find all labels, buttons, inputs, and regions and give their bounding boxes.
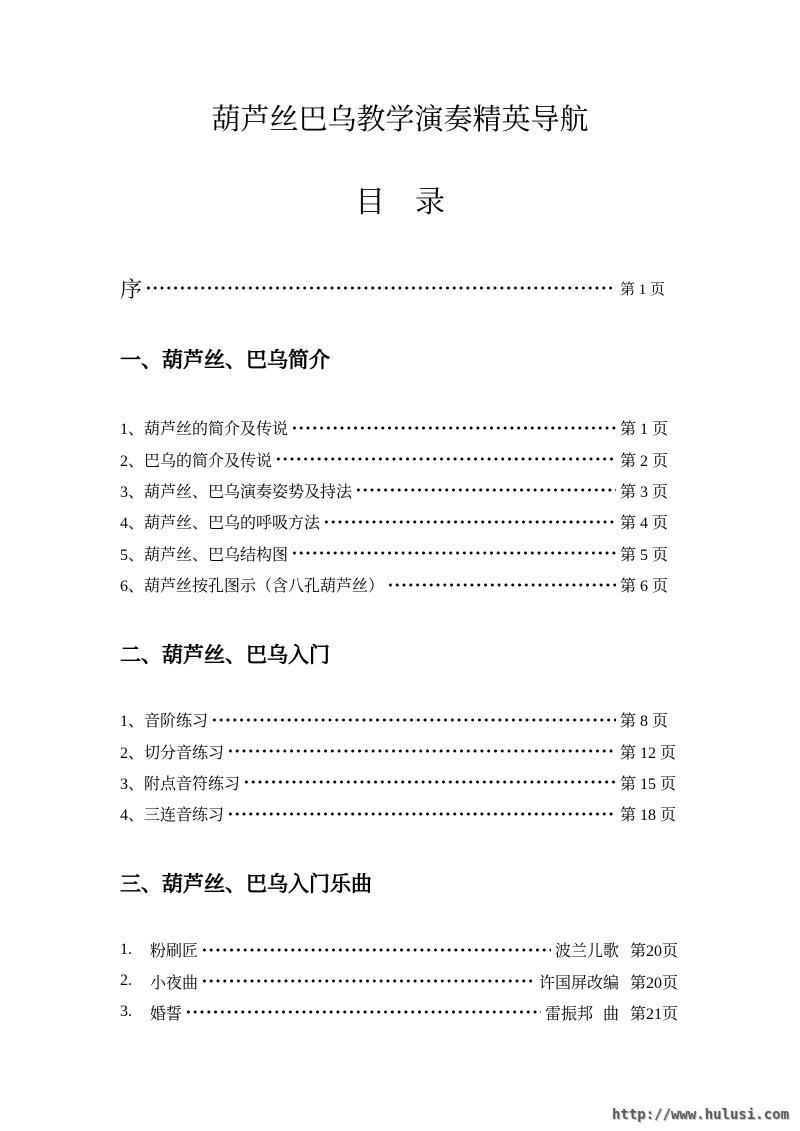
dot-leader — [387, 581, 616, 589]
dot-leader — [291, 549, 616, 557]
dot-leader — [291, 424, 616, 432]
toc-entry — [120, 443, 678, 474]
entry-credit: 许国屏改编 — [538, 974, 619, 992]
entry-label: 4、三连音练习 — [120, 807, 225, 825]
toc-entry — [120, 767, 678, 798]
entry-page: 第 15 页 — [620, 775, 677, 793]
document-title: 葫芦丝巴乌教学演奏精英导航 — [211, 104, 589, 136]
entry-page: 第 5 页 — [620, 546, 669, 564]
entry-label: 婚誓 — [150, 1005, 183, 1023]
entry-label: 3、葫芦丝、巴乌演奏姿势及持法 — [120, 483, 353, 501]
dot-leader — [275, 455, 616, 463]
dot-leader — [201, 946, 551, 954]
toc-entry — [120, 798, 678, 829]
entry-credit: 波兰儿歌 — [554, 943, 619, 961]
entry-label: 粉刷匠 — [150, 943, 199, 961]
toc-entry-preface — [120, 272, 678, 304]
section-heading-3: 三、葫芦丝、巴乌入门乐曲 — [120, 872, 372, 896]
toc-entry — [120, 569, 678, 600]
toc-entry — [120, 735, 678, 766]
entry-page: 第 18 页 — [620, 807, 677, 825]
entry-page: 第 12 页 — [620, 744, 677, 762]
dot-leader — [227, 810, 616, 818]
entry-page: 第20页 — [629, 974, 678, 992]
entry-page: 第 8 页 — [620, 713, 669, 731]
section-list-3 — [120, 934, 678, 1028]
toc-heading: 目 录 — [355, 186, 445, 219]
toc-entry-song — [120, 934, 678, 965]
entry-label: 2、巴乌的简介及传说 — [120, 452, 273, 470]
toc-entry — [120, 506, 678, 537]
entry-page: 第 1 页 — [620, 281, 666, 298]
entry-number: 1. — [120, 940, 132, 958]
dot-leader — [243, 778, 616, 786]
toc-entry-song — [120, 997, 678, 1028]
toc-entry-song — [120, 965, 678, 996]
dot-leader — [323, 518, 616, 526]
toc-entry — [120, 475, 678, 506]
entry-page: 第21页 — [629, 1005, 678, 1023]
entry-number: 2. — [120, 972, 132, 990]
entry-page: 第 4 页 — [620, 515, 669, 533]
entry-label: 5、葫芦丝、巴乌结构图 — [120, 546, 289, 564]
toc-entry — [120, 412, 678, 443]
section-heading-2: 二、葫芦丝、巴乌入门 — [120, 643, 330, 667]
dot-leader — [355, 486, 616, 494]
entry-label: 2、切分音练习 — [120, 744, 225, 762]
section-heading-1: 一、葫芦丝、巴乌简介 — [120, 348, 330, 372]
dot-leader — [185, 1008, 541, 1016]
entry-page: 第 2 页 — [620, 452, 669, 470]
entry-label: 1、葫芦丝的简介及传说 — [120, 421, 289, 439]
entry-credit: 雷振邦 曲 — [544, 1005, 619, 1023]
entry-page: 第20页 — [629, 943, 678, 961]
section-list-2 — [120, 704, 678, 830]
toc-entry — [120, 538, 678, 569]
dot-leader — [211, 716, 616, 724]
toc-entry — [120, 704, 678, 735]
entry-label: 小夜曲 — [150, 974, 199, 992]
entry-page: 第 6 页 — [620, 578, 669, 596]
entry-number: 3. — [120, 1003, 132, 1021]
entry-page: 第 1 页 — [620, 421, 669, 439]
entry-page: 第 3 页 — [620, 483, 669, 501]
section-list-1 — [120, 412, 678, 600]
dot-leader — [227, 747, 616, 755]
entry-label: 4、葫芦丝、巴乌的呼吸方法 — [120, 515, 321, 533]
entry-label: 序 — [120, 276, 143, 302]
dot-leader — [201, 977, 535, 985]
entry-label: 6、葫芦丝按孔图示（含八孔葫芦丝） — [120, 578, 385, 596]
watermark-url: http://www.hulusi.com — [612, 1107, 790, 1123]
dot-leader — [145, 284, 616, 292]
entry-label: 3、附点音符练习 — [120, 775, 241, 793]
entry-label: 1、音阶练习 — [120, 713, 209, 731]
